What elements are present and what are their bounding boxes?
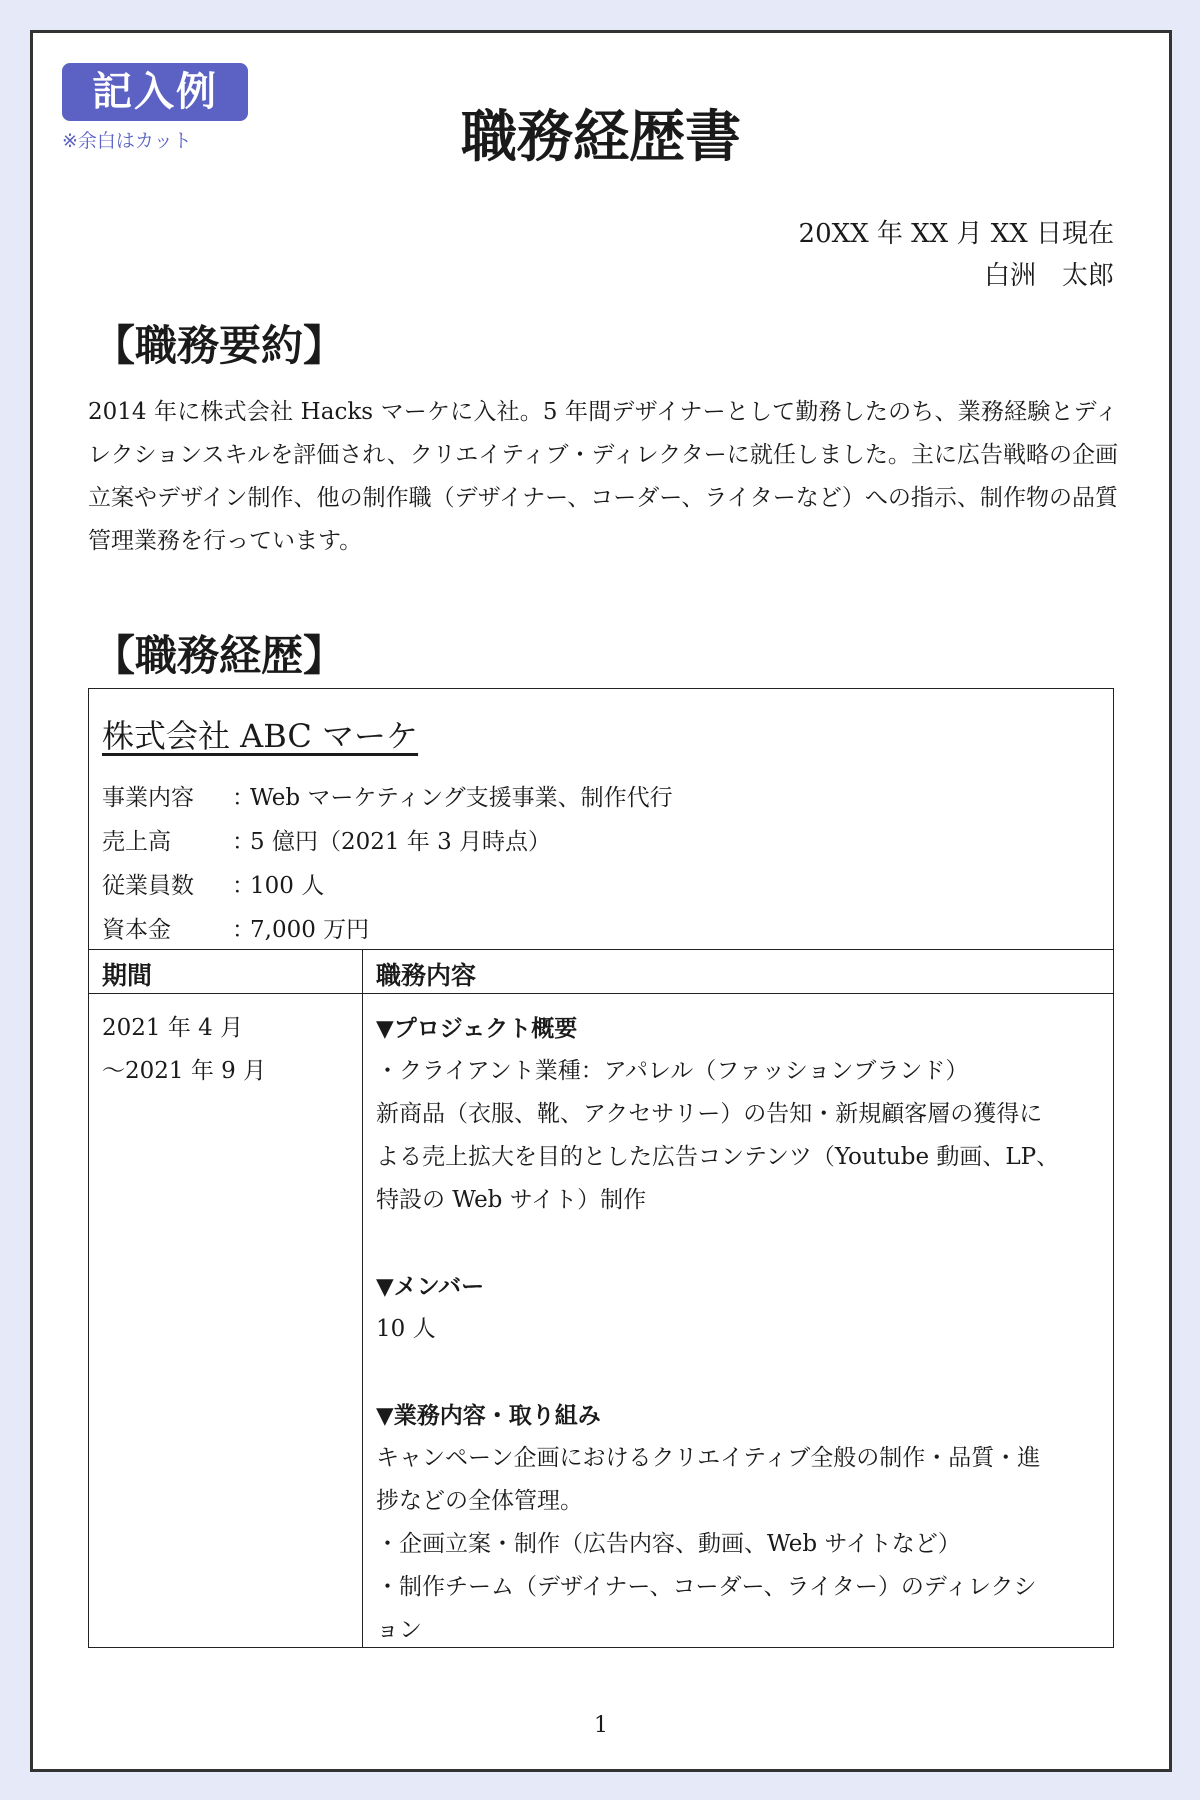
period-column-header: 期間	[102, 961, 153, 990]
example-badge: 記入例	[62, 63, 248, 121]
work-line: キャンペーン企画におけるクリエイティブ全般の制作・品質・進	[376, 1445, 1041, 1471]
duties-cell	[376, 1007, 1101, 1652]
duties-table-header	[89, 949, 1113, 994]
period-end: ～2021 年 9 月	[102, 1058, 267, 1084]
info-label: 従業員数	[102, 873, 194, 899]
project-line: 新商品（衣服、靴、アクセサリー）の告知・新規顧客層の獲得に	[376, 1101, 1043, 1127]
company-info-row: 従業員数 ：100 人	[102, 867, 324, 900]
company-info-row: 事業内容 ：Web マーケティング支援事業、制作代行	[102, 779, 673, 812]
company-section	[88, 688, 1114, 1648]
summary-line: への指示、制作物の品質管理業務を行っています。	[88, 485, 1119, 554]
duties-column-header: 職務内容	[376, 961, 477, 990]
company-info-row: 売上高 ：5 億円（2021 年 3 月時点）	[102, 823, 551, 856]
period-cell	[102, 1007, 266, 1093]
work-line: ョン	[376, 1617, 422, 1643]
company-name: 株式会社 ABC マーケ	[102, 717, 419, 755]
summary-heading: 【職務要約】	[93, 321, 346, 370]
work-heading: ▼業務内容・取り組み	[376, 1402, 601, 1429]
work-line: ・制作チーム（デザイナー、コーダー、ライター）のディレクシ	[376, 1574, 1037, 1600]
history-heading: 【職務経歴】	[93, 631, 346, 680]
members-value: 10 人	[376, 1316, 436, 1342]
info-value: 5 億円（2021 年 3 月時点）	[250, 829, 552, 855]
work-line: 捗などの全体管理。	[376, 1488, 583, 1514]
info-label: 事業内容	[102, 785, 194, 811]
summary-line: 広告戦略の企画立案やデザイン制作、他の制作職（デザイナー、コーダー、ライターなど）	[88, 442, 1119, 511]
members-heading: ▼メンバー	[376, 1273, 485, 1300]
period-start: 2021 年 4 月	[102, 1015, 244, 1041]
info-label: 売上高	[102, 829, 171, 855]
company-info-row: 資本金 ：7,000 万円	[102, 911, 369, 944]
date-line: 20XX 年 XX 月 XX 日現在	[798, 219, 1114, 249]
summary-line: とディレクションスキルを評価され、クリエイティブ・ディレクターに就任しました。主に	[88, 399, 1118, 468]
page-number: 1	[594, 1713, 608, 1738]
project-line: 特設の Web サイト）制作	[376, 1187, 647, 1213]
info-label: 資本金	[102, 917, 171, 943]
project-line: ・クライアント業種：アパレル（ファッションブランド）	[376, 1058, 969, 1084]
project-heading: ▼プロジェクト概要	[376, 1015, 578, 1042]
project-line: よる売上拡大を目的とした広告コンテンツ（Youtube 動画、LP、	[376, 1144, 1060, 1170]
work-line: ・企画立案・制作（広告内容、動画、Web サイトなど）	[376, 1531, 961, 1557]
author-name: 白洲 太郎	[983, 261, 1114, 291]
summary-text	[88, 391, 1118, 563]
column-divider	[362, 949, 363, 1647]
summary-line: 2014 年に株式会社 Hacks マーケに入社。5 年間デザイナーとして勤務したのち、業務経験	[88, 399, 1051, 425]
document-title: 職務経歴書	[461, 104, 741, 170]
info-value: 100 人	[250, 873, 325, 899]
info-value: Web マーケティング支援事業、制作代行	[250, 785, 673, 811]
badge-note: ※余白はカット	[62, 130, 192, 152]
info-value: 7,000 万円	[250, 917, 370, 943]
document-page	[30, 30, 1172, 1772]
